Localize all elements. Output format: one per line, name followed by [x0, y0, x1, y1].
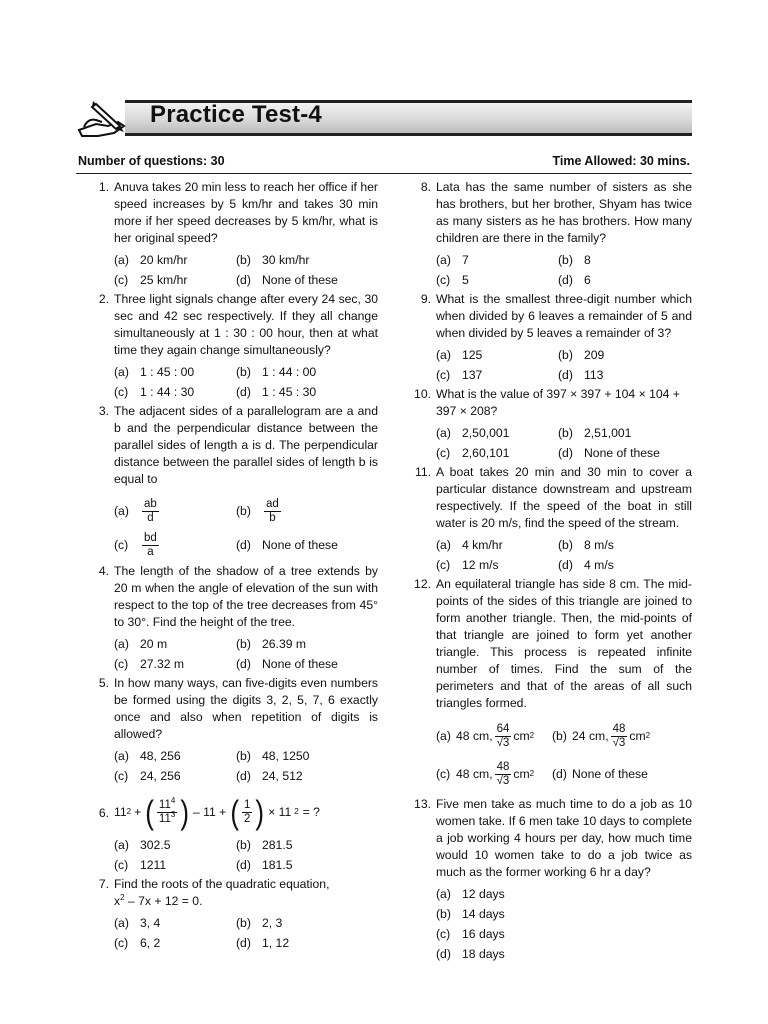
options: [114, 494, 378, 562]
option-text: 27.32 m: [140, 656, 185, 671]
option: [436, 345, 558, 365]
option-text: 48, 256: [140, 748, 181, 763]
options: [436, 535, 692, 575]
option: [236, 382, 378, 402]
option-label: (a): [114, 748, 129, 763]
option-text: 2,60,101: [462, 445, 510, 460]
denominator: √3: [496, 774, 510, 787]
fraction: [495, 723, 512, 750]
option: [552, 754, 692, 794]
option-text: 48 cm,: [456, 728, 493, 743]
question-number: 1.: [98, 180, 109, 194]
option-text: 2, 3: [262, 915, 283, 930]
option-label: (b): [236, 503, 251, 518]
numerator: 1: [243, 798, 251, 811]
option-text: 48, 1250: [262, 748, 310, 763]
option: [236, 270, 378, 290]
eq-term: × 11: [268, 804, 292, 819]
question-number: 5.: [98, 676, 109, 690]
option-label: (b): [436, 906, 451, 921]
option: [236, 362, 378, 382]
eq-operator: – 11 +: [192, 804, 227, 819]
option-label: (d): [236, 935, 251, 950]
question-text: In how many ways, can five-digits even numbers be formed using the digits 3, 2, 5, 7, 6 exactly once and also when repetition of digits is allowed?: [114, 676, 378, 741]
option-label: (d): [236, 768, 251, 783]
option-text: 125: [462, 347, 483, 362]
question-text: Three light signals change after every 24 sec, 30 sec and 42 sec respectively. If they all change simultaneously at 1 : 30 : 00 hour, then at what time they again change simultaneously?: [114, 292, 378, 357]
option-text: 137: [462, 367, 483, 382]
option-label: (d): [558, 445, 573, 460]
option: [236, 250, 378, 270]
options: [436, 884, 692, 964]
option-text: None of these: [572, 766, 648, 781]
option: [558, 555, 692, 575]
paren-close: ): [255, 792, 265, 832]
question-number: 13.: [414, 797, 431, 811]
option-text: 24, 256: [140, 768, 181, 783]
option-label: (c): [436, 766, 451, 781]
option-label: (b): [236, 364, 251, 379]
option-text: 209: [584, 347, 605, 362]
option-text: 181.5: [262, 857, 293, 872]
numerator: ab: [144, 497, 157, 510]
question: [398, 796, 692, 964]
header-bar: [74, 96, 692, 140]
option: [436, 924, 692, 944]
option-text: 3, 4: [140, 915, 161, 930]
option-text: 48 cm,: [456, 766, 493, 781]
question-text: The length of the shadow of a tree extends by 20 m when the angle of elevation of the sun with respect to the top of the tree decreases from 45° to 30°. Find the height of the tree.: [114, 564, 378, 629]
option-text: None of these: [262, 272, 338, 287]
options: [436, 718, 692, 794]
question-number: 3.: [98, 404, 109, 418]
option-text: 5: [462, 272, 469, 287]
eq-term: 11: [158, 798, 171, 811]
question: [76, 675, 378, 786]
option-label: (d): [236, 384, 251, 399]
option-label: (a): [114, 837, 129, 852]
options: [114, 362, 378, 402]
option-label: (d): [558, 272, 573, 287]
option-label: (d): [436, 946, 451, 961]
option-text: 1211: [140, 857, 167, 872]
option-label: (d): [558, 367, 573, 382]
question: [76, 876, 378, 953]
option: [236, 654, 378, 674]
fraction: [242, 799, 252, 826]
option-label: (c): [114, 272, 129, 287]
question: [76, 792, 378, 875]
option: [114, 270, 236, 290]
option-label: (a): [436, 728, 451, 743]
option: (b) 24 cm, $\frac{48}{√3}$ cm 2: [552, 722, 651, 749]
option: [558, 365, 692, 385]
question-text-part: Find the roots of the quadratic equation,: [114, 877, 330, 891]
denominator: 2: [243, 812, 251, 825]
option-label: (b): [236, 636, 251, 651]
option-label: (a): [436, 347, 451, 362]
question-text: A boat takes 20 min and 30 min to cover a particular distance downstream and upstream respectively. If the speed of the boat in still water is 20 m/s, find the speed of the stream.: [436, 465, 692, 530]
option-text: 2,50,001: [462, 425, 510, 440]
option: [114, 494, 236, 528]
question-text-part: – 7x + 12 = 0.: [124, 894, 203, 908]
option: [558, 535, 692, 555]
equation: 11 2 + ( $\frac{11^4}{11^3}$ ) – 11 + ( $\frac{1}{2}$ ) × 11 2 = ?: [114, 792, 320, 832]
question-number: 2.: [98, 292, 109, 306]
denominator: √3: [612, 736, 626, 749]
option-text: 1 : 45 : 00: [140, 364, 195, 379]
option-text: 1 : 45 : 30: [262, 384, 317, 399]
option-text: 6: [584, 272, 591, 287]
option-label: (d): [236, 537, 251, 552]
option-label: (d): [236, 857, 251, 872]
option: [236, 913, 378, 933]
option-text: 14 days: [462, 906, 505, 921]
option-text: 20 km/hr: [140, 252, 188, 267]
option-label: (c): [114, 537, 129, 552]
option-text: 18 days: [462, 946, 505, 961]
option-label: (b): [236, 915, 251, 930]
option: [436, 535, 558, 555]
option-label: (a): [436, 886, 451, 901]
question-text: An equilateral triangle has side 8 cm. The mid-points of the sides of this triangle are joined to form another triangle. Then, the mid-points of that triangle are joined to form yet another triangle. This process is repeated infinite number of times. Find the sum of the perimeters and that of the areas of all such triangles formed.: [436, 577, 692, 710]
option-label: (a): [114, 503, 129, 518]
option: [236, 634, 378, 654]
paren-open: (: [145, 792, 154, 832]
option-label: (b): [236, 748, 251, 763]
option-text: 1 : 44 : 00: [262, 364, 317, 379]
option-text: None of these: [262, 537, 338, 552]
option-text: 4 m/s: [584, 557, 614, 572]
eq-exponent: 4: [170, 795, 176, 805]
question: [76, 563, 378, 674]
paren-close: ): [180, 792, 189, 832]
unit: cm: [513, 728, 530, 743]
option-text: None of these: [584, 445, 660, 460]
option-text: 25 km/hr: [140, 272, 188, 287]
option-label: (b): [558, 252, 573, 267]
option-label: (c): [436, 445, 451, 460]
option-label: (b): [236, 837, 251, 852]
denominator: a: [147, 545, 154, 558]
option-text: 24 cm,: [572, 728, 609, 743]
eq-exponent: 2: [120, 892, 125, 902]
option-label: (c): [436, 367, 451, 382]
option-text: 24, 512: [262, 768, 303, 783]
option-label: (d): [236, 656, 251, 671]
option: [236, 766, 378, 786]
option-text: 20 m: [140, 636, 168, 651]
option: [558, 423, 692, 443]
options: [436, 423, 692, 463]
option-text: 8: [584, 252, 591, 267]
fraction: [264, 498, 281, 525]
denominator: b: [269, 511, 276, 524]
option-label: (c): [436, 926, 451, 941]
option: [114, 766, 236, 786]
left-column: [76, 179, 378, 953]
option: [114, 654, 236, 674]
option-label: (b): [558, 347, 573, 362]
question: [398, 576, 692, 794]
options: [114, 250, 378, 290]
option: [236, 855, 378, 875]
option: [236, 933, 378, 953]
denominator: √3: [496, 736, 510, 749]
option: [436, 250, 558, 270]
question-text: Anuva takes 20 min less to reach her office if her speed increases by 5 km/hr and takes 30 min more if her speed decreases by 5 km/hr, what is her original speed?: [114, 180, 378, 245]
right-column: [398, 179, 692, 964]
option-label: (c): [114, 656, 129, 671]
options: [436, 250, 692, 290]
option: [114, 933, 236, 953]
option-text: 12 m/s: [462, 557, 499, 572]
denominator: d: [147, 511, 154, 524]
pencil-writing-icon: [74, 96, 130, 140]
option: [436, 423, 558, 443]
option-label: (d): [558, 557, 573, 572]
question-text: What is the value of 397 × 397 + 104 × 104 + 397 × 208?: [436, 387, 680, 418]
fraction: [611, 723, 628, 750]
option-text: None of these: [262, 656, 338, 671]
option: [436, 365, 558, 385]
option-text: 12 days: [462, 886, 505, 901]
option-text: 2,51,001: [584, 425, 632, 440]
question-text: Lata has the same number of sisters as she has brothers, but her brother, Shyam has twice as many sisters as he has brothers. How many children are there in the family?: [436, 180, 692, 245]
option: [558, 443, 692, 463]
option-text: 6, 2: [140, 935, 161, 950]
meta-row: [76, 153, 692, 174]
option-text: 16 days: [462, 926, 505, 941]
option: [558, 270, 692, 290]
option: [114, 362, 236, 382]
question-number: 7.: [98, 877, 109, 891]
option-label: (a): [436, 252, 451, 267]
unit: cm: [513, 766, 530, 781]
option: [114, 835, 236, 855]
question: [398, 386, 692, 463]
options: [114, 634, 378, 674]
option: (a) 48 cm, $\frac{64}{√3}$ cm 2: [436, 722, 535, 749]
numerator: 64: [496, 722, 510, 735]
option: [114, 634, 236, 654]
option: [558, 250, 692, 270]
eq-operator: = ?: [302, 804, 320, 819]
question: [398, 291, 692, 385]
question-number: 4.: [98, 564, 109, 578]
question: [76, 291, 378, 402]
option: [436, 270, 558, 290]
question-number: 6.: [98, 806, 109, 820]
option-text: 302.5: [140, 837, 171, 852]
question-text: Five men take as much time to do a job as 10 women take. If 6 men take 10 days to complete a job working 4 hours per day, how much time would 10 women take to do a job twice as much as the former working 6 hr a day?: [436, 797, 692, 879]
question-text: What is the smallest three-digit number which when divided by 6 leaves a remainder of 5 and when divided by 5 leaves a remainder of 3?: [436, 292, 692, 340]
fraction: [142, 532, 159, 559]
question: [398, 464, 692, 575]
paren-open: (: [230, 792, 239, 832]
question-number: 8.: [420, 180, 431, 194]
option-label: (a): [114, 915, 129, 930]
question-text: [114, 876, 378, 910]
option-label: (a): [114, 364, 129, 379]
option-text: 113: [584, 367, 604, 382]
option-label: (d): [552, 766, 567, 781]
eq-term: 11: [114, 804, 127, 819]
question-number: 12.: [414, 577, 431, 591]
page-title: Practice Test-4: [150, 101, 322, 128]
time-allowed: Time Allowed: 30 mins.: [552, 154, 690, 168]
options: [114, 746, 378, 786]
question: [76, 179, 378, 290]
option-text: 7: [462, 252, 469, 267]
question-count: Number of questions: 30: [78, 154, 225, 168]
option: [236, 835, 378, 855]
fraction: [142, 498, 159, 525]
question-number: 9.: [420, 292, 431, 306]
fraction: [495, 761, 512, 788]
option-label: (b): [558, 537, 573, 552]
option-label: (a): [114, 636, 129, 651]
option-text: 26.39 m: [262, 636, 307, 651]
option-label: (c): [114, 857, 129, 872]
eq-exponent: 3: [170, 809, 176, 819]
option: [236, 528, 378, 562]
denominator: [157, 809, 177, 826]
option-label: (b): [552, 728, 567, 743]
option-label: (d): [236, 272, 251, 287]
eq-operator: +: [134, 804, 142, 819]
option: [236, 494, 378, 528]
question: [76, 403, 378, 562]
option-text: 1, 12: [262, 935, 290, 950]
option: [114, 913, 236, 933]
question-text-part: x: [114, 894, 121, 908]
option: [114, 528, 236, 562]
question-number: 11.: [414, 465, 431, 479]
options: [114, 835, 378, 875]
numerator: bd: [144, 531, 157, 544]
option-label: (c): [436, 272, 451, 287]
option-text: 1 : 44 : 30: [140, 384, 195, 399]
option-label: (c): [114, 935, 129, 950]
numerator: ad: [266, 497, 279, 510]
option: [114, 746, 236, 766]
option-label: (b): [558, 425, 573, 440]
option: [114, 855, 236, 875]
option: [436, 884, 692, 904]
option: [114, 250, 236, 270]
option-label: (c): [436, 557, 451, 572]
option: [436, 443, 558, 463]
question: [398, 179, 692, 290]
question-text: The adjacent sides of a parallelogram are a and b and the perpendicular distance between the parallel sides of length a is d. The perpendicular distance between the parallel sides of length b is equal to: [114, 404, 378, 486]
question-number: 10.: [414, 387, 431, 401]
options: [114, 913, 378, 953]
option: [436, 555, 558, 575]
option: (c) 48 cm, $\frac{48}{√3}$ cm 2: [436, 760, 535, 787]
option-label: (a): [436, 425, 451, 440]
option-text: 4 km/hr: [462, 537, 503, 552]
option-label: (a): [114, 252, 129, 267]
option: [558, 345, 692, 365]
option-text: 8 m/s: [584, 537, 614, 552]
option: [436, 904, 692, 924]
option-text: 281.5: [262, 837, 293, 852]
eq-term: 11: [158, 812, 171, 825]
option-label: (c): [114, 768, 129, 783]
unit: cm: [629, 728, 646, 743]
option: [236, 746, 378, 766]
numerator: 48: [612, 722, 626, 735]
option: [436, 944, 692, 964]
option-text: 30 km/hr: [262, 252, 310, 267]
option-label: (c): [114, 384, 129, 399]
option-label: (b): [236, 252, 251, 267]
option-label: (a): [436, 537, 451, 552]
option: [114, 382, 236, 402]
numerator: 48: [496, 760, 510, 773]
fraction: [157, 795, 177, 826]
options: [436, 345, 692, 385]
